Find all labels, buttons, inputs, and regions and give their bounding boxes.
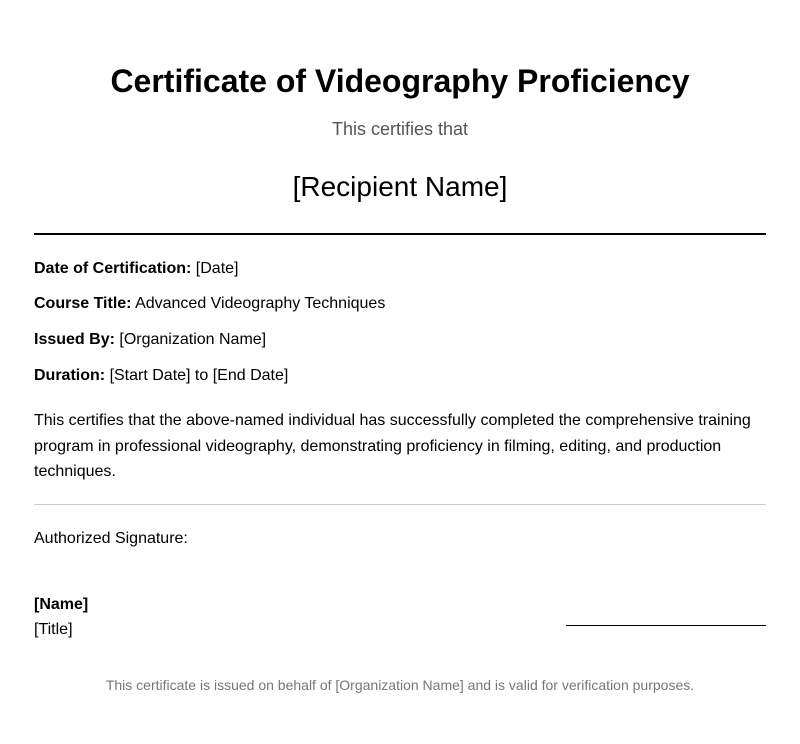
course-label: Course Title: <box>34 295 132 312</box>
date-field <box>34 259 238 279</box>
recipient-name: [Recipient Name] <box>292 171 508 202</box>
duration-label: Duration: <box>34 367 106 384</box>
certification-statement: This certifies that the above-named individual has successfully completed the comprehensive training program in professional videography, demonstrating proficiency in filming, editing, and production techniques. <box>34 412 751 480</box>
course-value: Advanced Videography Techniques <box>135 295 386 312</box>
certificate-subtitle: This certifies that <box>331 119 469 139</box>
course-field <box>34 294 385 314</box>
duration-value: [Start Date] to [End Date] <box>109 367 289 384</box>
signature-label: Authorized Signature: <box>34 530 188 547</box>
signer-title: [Title] <box>34 621 73 638</box>
certificate-title: Certificate of Videography Proficiency <box>110 63 690 99</box>
issuer-field <box>34 330 266 350</box>
issuer-value: [Organization Name] <box>119 331 267 348</box>
date-label: Date of Certification: <box>34 260 192 277</box>
header-divider <box>34 233 766 235</box>
duration-field <box>34 366 288 386</box>
issuer-label: Issued By: <box>34 331 115 348</box>
signer-name: [Name] <box>34 596 89 613</box>
section-divider <box>34 504 766 505</box>
date-value: [Date] <box>195 260 239 277</box>
signature-line <box>566 625 766 626</box>
footer-note: This certificate is issued on behalf of [Organization Name] and is valid for verification purposes. <box>105 677 695 693</box>
